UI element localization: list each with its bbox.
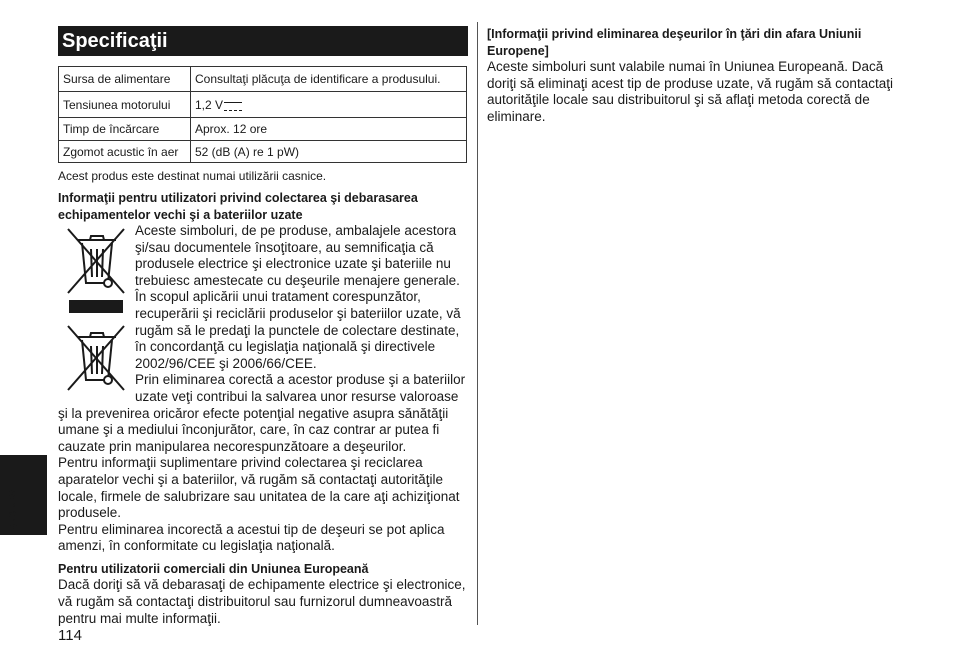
dc-symbol-icon [224,102,242,111]
crossed-out-bin-icon [64,225,128,297]
language-label: Română [6,486,18,530]
separator-bar [69,300,123,313]
collection-paragraph: Aceste simboluri, de pe produse, ambalajele acestora şi/sau documentele însoţitoare, au semnificaţia că produsele electrice şi electronice uzate şi bateriile nu trebuiesc amestecate cu deşeurile menajere generale. [135,223,460,288]
collection-heading: Informaţii pentru utilizatori privind colectarea şi debarasarea echipamentelor vechi şi a bateriilor uzate [58,191,418,222]
page-number: 114 [58,627,82,644]
outside-eu-paragraph: Aceste simboluri sunt valabile numai în Uniunea Europeană. Dacă doriţi să eliminaţi acest tip de produse uzate, vă rugăm să contactaţi autorităţile locale sau distribuitorul şi să aflaţi metoda corectă de eliminare. [487,59,893,124]
spec-label: Sursa de alimentare [59,67,191,92]
table-row [59,67,467,92]
collection-paragraph: Prin eliminarea corectă a acestor produse şi a bateriilor uzate veţi contribui la salvarea unor resurse valoroase şi la prevenirea oricăror efecte potenţial negative asupra sănătăţii umane şi a mediului înconjurător, care, în caz contrar ar putea fi cauzate prin manipularea necorespunzătoare a deşeurilor. [58,372,466,454]
collection-paragraph: Pentru informaţii suplimentare privind colectarea şi reciclarea aparatelor vechi şi a bateriilor, vă rugăm să contactaţi autorităţile locale, firmele de salubrizare sau unitatea de la care aţi achiziţionat produsele. [58,455,460,521]
spec-label: Timp de încărcare [59,118,191,141]
column-divider [477,22,478,625]
collection-paragraph: Pentru eliminarea incorectă a acestui tip de deşeuri se pot aplica amenzi, în conformitate cu legislaţia naţională. [58,521,445,554]
outside-eu-heading: [Informaţii privind eliminarea deşeurilor în ţări din afara Uniunii Europene] [487,27,862,58]
table-row [59,92,467,118]
spec-value: 52 (dB (A) re 1 pW) [191,141,467,163]
table-row [59,118,467,141]
spec-table [58,66,467,163]
business-heading: Pentru utilizatorii comerciali din Uniunea Europeană [58,561,369,576]
crossed-out-bin-icon [64,322,128,394]
collection-body [58,223,468,555]
spec-label: Tensiunea motorului [59,92,191,118]
disposal-symbols [58,223,135,393]
spec-value: 1,2 V [195,97,224,112]
spec-label: Zgomot acustic în aer [59,141,191,163]
household-note: Acest produs este destinat numai utilizării casnice. [58,169,327,183]
spec-value: Consultaţi plăcuţa de identificare a produsului. [191,67,467,92]
spec-value-cell [191,92,467,118]
spec-value: Aprox. 12 ore [191,118,467,141]
section-title: Specificaţii [58,26,468,56]
right-column [487,26,899,125]
left-column [58,26,468,627]
collection-paragraph: În scopul aplicării unui tratament corespunzător, recuperării şi reciclării produselor şi bateriilor uzate, vă rugăm să le predaţi la punctele de colectare destinate, în concordanţă cu legislaţia naţională şi directivele 2002/96/CEE şi 2006/66/CEE. [135,289,461,371]
business-paragraph: Dacă doriţi să vă debarasaţi de echipamente electrice şi electronice, vă rugăm să contactaţi distribuitorul sau furnizorul dumneavoastră pentru mai multe informaţii. [58,577,466,626]
table-row [59,141,467,163]
